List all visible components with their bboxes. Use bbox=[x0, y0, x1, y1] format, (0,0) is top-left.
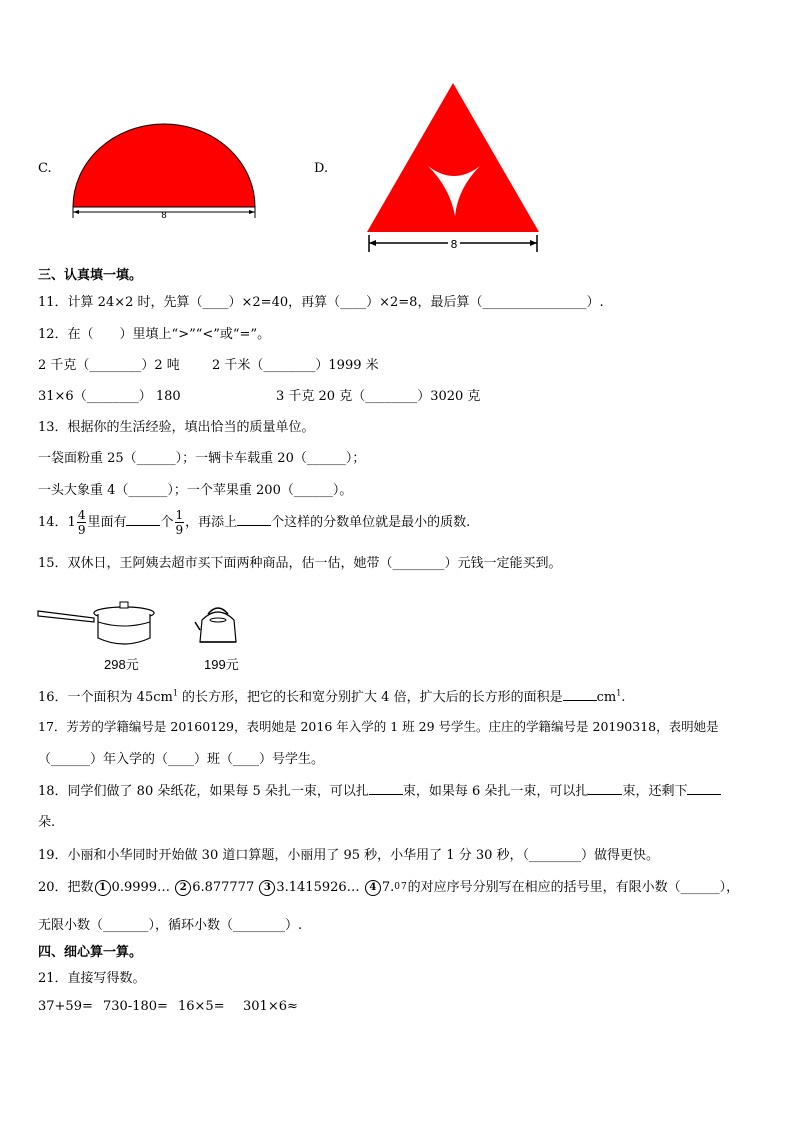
question-14 bbox=[38, 508, 470, 538]
question-12-row1b: 2 千米（________）1999 米 bbox=[212, 358, 379, 373]
option-c-label: C. bbox=[38, 161, 52, 176]
option-d-label: D. bbox=[314, 161, 329, 176]
circled-number-3: 3 bbox=[259, 880, 275, 896]
triangle-dimension: 8 bbox=[450, 238, 458, 251]
repeating-digits: 07 bbox=[394, 882, 408, 892]
number-3: 3.1415926… bbox=[276, 880, 360, 895]
question-20 bbox=[38, 876, 739, 896]
question-12-row2a: 31×6（________） 180 bbox=[38, 389, 181, 404]
question-18 bbox=[38, 780, 721, 799]
question-16-d: . bbox=[621, 690, 626, 705]
answer-blank[interactable] bbox=[126, 525, 160, 526]
question-16-c: cm bbox=[596, 690, 617, 705]
mixed-fraction bbox=[77, 509, 87, 536]
circled-number-1: 1 bbox=[95, 880, 111, 896]
question-18-b: 束，如果每 6 朵扎一束，可以扎 bbox=[402, 784, 589, 799]
question-13-stem: 13．根据你的生活经验，填出恰当的质量单位。 bbox=[38, 420, 315, 435]
semicircle-figure bbox=[66, 112, 262, 224]
question-20-b: 的对应序号分别写在相应的括号里，有限小数（______）， bbox=[407, 880, 740, 895]
saucepan-icon bbox=[36, 600, 160, 652]
calc-item-1: 37+59= bbox=[38, 999, 93, 1014]
calc-item-2: 730-180= bbox=[103, 999, 168, 1014]
unit-denominator: 9 bbox=[175, 523, 184, 537]
answer-blank[interactable] bbox=[687, 794, 721, 795]
question-14-mid1: 里面有 bbox=[87, 515, 127, 530]
question-11: 11．计算 24×2 时，先算（____）×2=40，再算（____）×2=8，最后算（________________）. bbox=[38, 295, 604, 310]
answer-blank[interactable] bbox=[369, 794, 403, 795]
question-18-c: 束，还剩下 bbox=[622, 784, 688, 799]
question-17-line2: （______）年入学的（____）班（____）号学生。 bbox=[38, 752, 325, 767]
question-15-stem: 15．双休日，王阿姨去超市买下面两种商品，估一估，她带（________）元钱一定能买到。 bbox=[38, 556, 562, 571]
calc-item-4: 301×6≈ bbox=[243, 999, 298, 1014]
question-19: 19．小丽和小华同时开始做 30 道口算题，小丽用了 95 秒，小华用了 1 分 30 秒，（________）做得更快。 bbox=[38, 848, 659, 863]
question-13-line1: 一袋面粉重 25（______）；一辆卡车载重 20（______）； bbox=[38, 451, 366, 466]
question-16-sup-a: 1 bbox=[172, 688, 178, 698]
question-18-a: 18．同学们做了 80 朵纸花，如果每 5 朵扎一束，可以扎 bbox=[38, 784, 369, 799]
number-2: 6.877777 bbox=[192, 880, 255, 895]
triangle-figure bbox=[362, 80, 546, 256]
unit-fraction bbox=[175, 509, 185, 536]
mixed-denominator: 9 bbox=[77, 523, 86, 537]
question-16 bbox=[38, 686, 625, 705]
question-16-sup-c: 1 bbox=[616, 688, 622, 698]
mixed-numerator: 4 bbox=[77, 508, 86, 522]
calc-item-3: 16×5= bbox=[178, 999, 225, 1014]
saucepan-price: 298元 bbox=[104, 657, 139, 672]
question-14-suffix-b: 个这样的分数单位就是最小的质数. bbox=[271, 515, 471, 530]
answer-blank[interactable] bbox=[588, 794, 622, 795]
question-14-prefix: 14．1 bbox=[38, 515, 76, 530]
semicircle-dimension: 8 bbox=[161, 211, 167, 221]
question-20-line2: 无限小数（_______），循环小数（________）. bbox=[38, 918, 303, 933]
kettle-price: 199元 bbox=[204, 657, 239, 672]
question-18-line2: 朵. bbox=[38, 815, 56, 830]
question-21-stem: 21．直接写得数。 bbox=[38, 971, 146, 986]
question-13-line2: 一头大象重 4（______）；一个苹果重 200（______）。 bbox=[38, 483, 353, 498]
section-3-title: 三、认真填一填。 bbox=[38, 268, 143, 283]
kettle-icon bbox=[194, 602, 242, 648]
question-12-row2b: 3 千克 20 克（________）3020 克 bbox=[276, 389, 481, 404]
question-20-a: 20．把数 bbox=[38, 880, 94, 895]
unit-numerator: 1 bbox=[175, 508, 184, 522]
question-17-line1: 17．芳芳的学籍编号是 20160129，表明她是 2016 年入学的 1 班 29 号学生。庄庄的学籍编号是 20190318，表明她是 bbox=[38, 719, 719, 734]
question-14-mid2: 个 bbox=[160, 515, 174, 530]
number-4: 7. bbox=[381, 880, 395, 895]
answer-blank[interactable] bbox=[237, 525, 271, 526]
question-12-row1a: 2 千克（________）2 吨 bbox=[38, 358, 180, 373]
number-1: 0.9999… bbox=[111, 880, 171, 895]
section-4-title: 四、细心算一算。 bbox=[38, 945, 143, 960]
question-14-suffix-a: ，再添上 bbox=[185, 515, 238, 530]
circled-number-4: 4 bbox=[365, 880, 381, 896]
circled-number-2: 2 bbox=[175, 880, 191, 896]
question-12-stem: 12．在（ ）里填上“>”“<”或“=”。 bbox=[38, 327, 271, 342]
answer-blank[interactable] bbox=[563, 700, 597, 701]
question-16-a: 16．一个面积为 45cm bbox=[38, 690, 173, 705]
question-16-b: 的长方形，把它的长和宽分别扩大 4 倍，扩大后的长方形的面积是 bbox=[177, 690, 563, 705]
